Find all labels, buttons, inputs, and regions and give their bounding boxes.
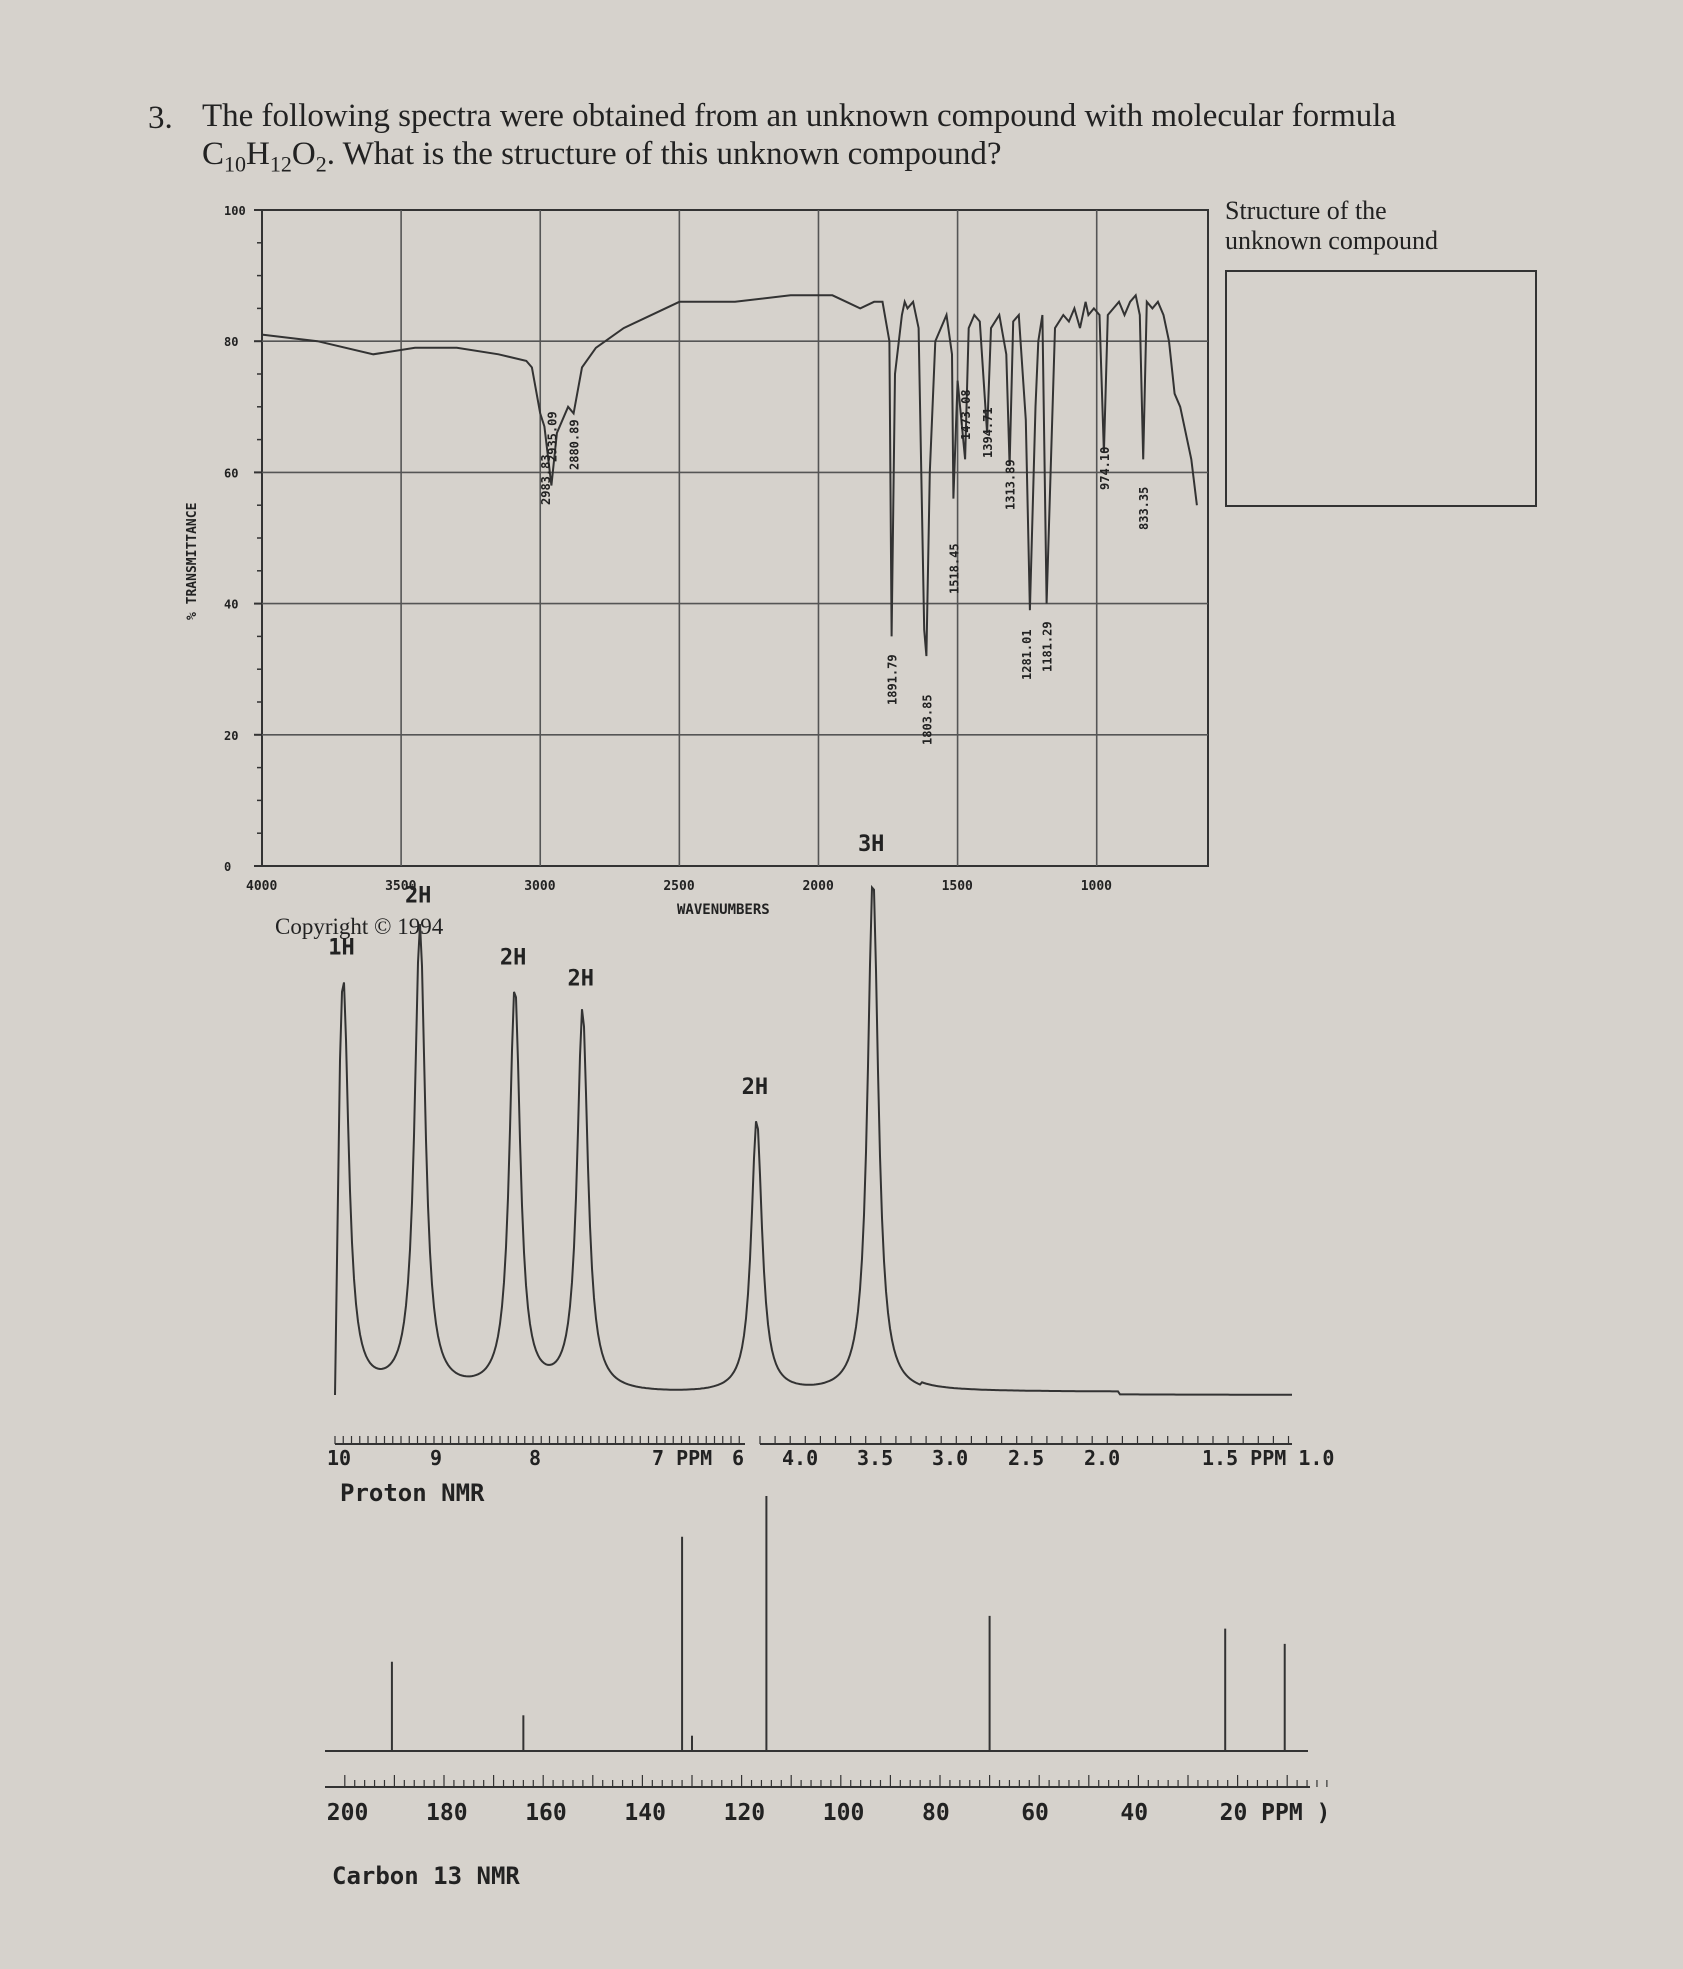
ir-y-tick-label: 80 — [224, 335, 239, 350]
carbon-nmr-axis — [325, 1775, 1330, 1826]
proton-nmr-integration-label: 2H — [567, 966, 594, 992]
proton-nmr-tick-label: 3.0 — [932, 1446, 969, 1470]
proton-nmr-integration-label: 3H — [857, 832, 885, 857]
ir-x-tick-label: 3500 — [385, 879, 417, 894]
ir-peak-label: 2935.09 — [545, 411, 560, 462]
question-text-tail: . What is the structure of this unknown compound? — [326, 136, 1002, 172]
ir-x-tick-label: 3000 — [524, 879, 556, 894]
ir-peak-label: 1181.29 — [1040, 621, 1055, 672]
ir-y-axis-label: % TRANSMITTANCE — [185, 502, 200, 620]
ir-x-tick-label: 1000 — [1080, 879, 1113, 894]
proton-nmr-tick-label: 9 — [430, 1446, 443, 1470]
proton-nmr-integration-label: 2H — [741, 1074, 769, 1100]
ir-y-tick-label: 60 — [224, 466, 239, 481]
carbon-nmr-tick-label: 80 — [922, 1800, 950, 1826]
carbon-nmr-label: Carbon 13 NMR — [332, 1862, 520, 1890]
carbon-nmr-tick-label: 100 — [822, 1800, 865, 1826]
ir-x-axis-label: WAVENUMBERS — [677, 902, 770, 918]
ir-copyright: Copyright © 1994 — [275, 914, 444, 939]
formula-c: C — [202, 136, 225, 172]
proton-nmr-tick-label: 3.5 — [857, 1446, 894, 1470]
carbon-nmr-tick-label: 120 — [723, 1800, 766, 1826]
carbon-nmr-tick-label: 60 — [1021, 1800, 1049, 1826]
ir-x-tick-label: 2500 — [663, 879, 695, 894]
carbon-nmr-tick-label: 20 PPM ) — [1219, 1800, 1331, 1826]
carbon-nmr-tick-label: 200 — [326, 1800, 369, 1826]
formula-h: H — [246, 136, 270, 172]
ir-peak-label: 1803.85 — [920, 694, 935, 745]
ir-peak-label: 2880.89 — [567, 419, 582, 470]
proton-nmr-tick-label: 8 — [529, 1446, 542, 1470]
ir-y-tick-label: 40 — [224, 597, 239, 612]
ir-peak-label: 1394.71 — [981, 407, 996, 458]
ir-y-tick-label: 20 — [224, 728, 239, 743]
ir-y-tick-label: 0 — [224, 860, 232, 874]
ir-x-tick-label: 4000 — [246, 879, 278, 894]
ir-x-tick-label: 1500 — [941, 879, 973, 894]
proton-nmr-tick-label: 2.5 — [1008, 1446, 1045, 1470]
carbon-nmr-tick-label: 160 — [525, 1800, 567, 1826]
ir-peak-label: 1281.01 — [1019, 629, 1034, 680]
question-text-line1: The following spectra were obtained from an unknown compound with molecular formula — [202, 98, 1397, 134]
proton-nmr-integration-label: 1H — [328, 935, 355, 961]
proton-nmr-integration-label: 2H — [499, 945, 527, 971]
ir-peak-label: 974.10 — [1097, 446, 1112, 490]
proton-nmr-tick-label: 7 PPM — [652, 1446, 713, 1470]
proton-nmr-tick-label: 6 — [732, 1446, 745, 1470]
proton-nmr-tick-label: 4.0 — [782, 1446, 819, 1470]
formula-o-count: 2 — [315, 151, 327, 177]
formula-c-count: 10 — [224, 151, 247, 177]
ir-peak-label: 2983.83 — [538, 454, 553, 505]
formula-o: O — [291, 136, 316, 172]
carbon-nmr-tick-label: 40 — [1120, 1800, 1149, 1826]
carbon-nmr-tick-label: 140 — [624, 1800, 666, 1826]
proton-nmr-tick-label: 10 — [327, 1446, 352, 1470]
question-number: 3. — [148, 100, 173, 136]
proton-nmr-tick-label: 2.0 — [1084, 1446, 1121, 1470]
ir-peak-label: 1891.79 — [885, 654, 900, 705]
ir-y-tick-label: 100 — [224, 204, 246, 218]
ir-peak-label: 833.35 — [1137, 486, 1152, 530]
ir-peak-label: 1473.08 — [959, 389, 974, 440]
structure-caption-line2: unknown compound — [1225, 226, 1439, 255]
ir-peak-label: 1518.45 — [947, 543, 962, 594]
structure-caption-line1: Structure of the — [1225, 196, 1387, 225]
carbon-nmr-peaks — [325, 1496, 1308, 1751]
formula-h-count: 12 — [269, 151, 292, 177]
carbon-nmr-tick-label: 180 — [426, 1800, 468, 1826]
ir-x-tick-label: 2000 — [802, 879, 834, 894]
proton-nmr-tick-label: 1.5 PPM 1.0 — [1202, 1446, 1335, 1470]
ir-peak-label: 1313.89 — [1003, 459, 1018, 510]
proton-nmr-integration-label: 2H — [404, 883, 432, 909]
proton-nmr-label: Proton NMR — [340, 1479, 485, 1507]
